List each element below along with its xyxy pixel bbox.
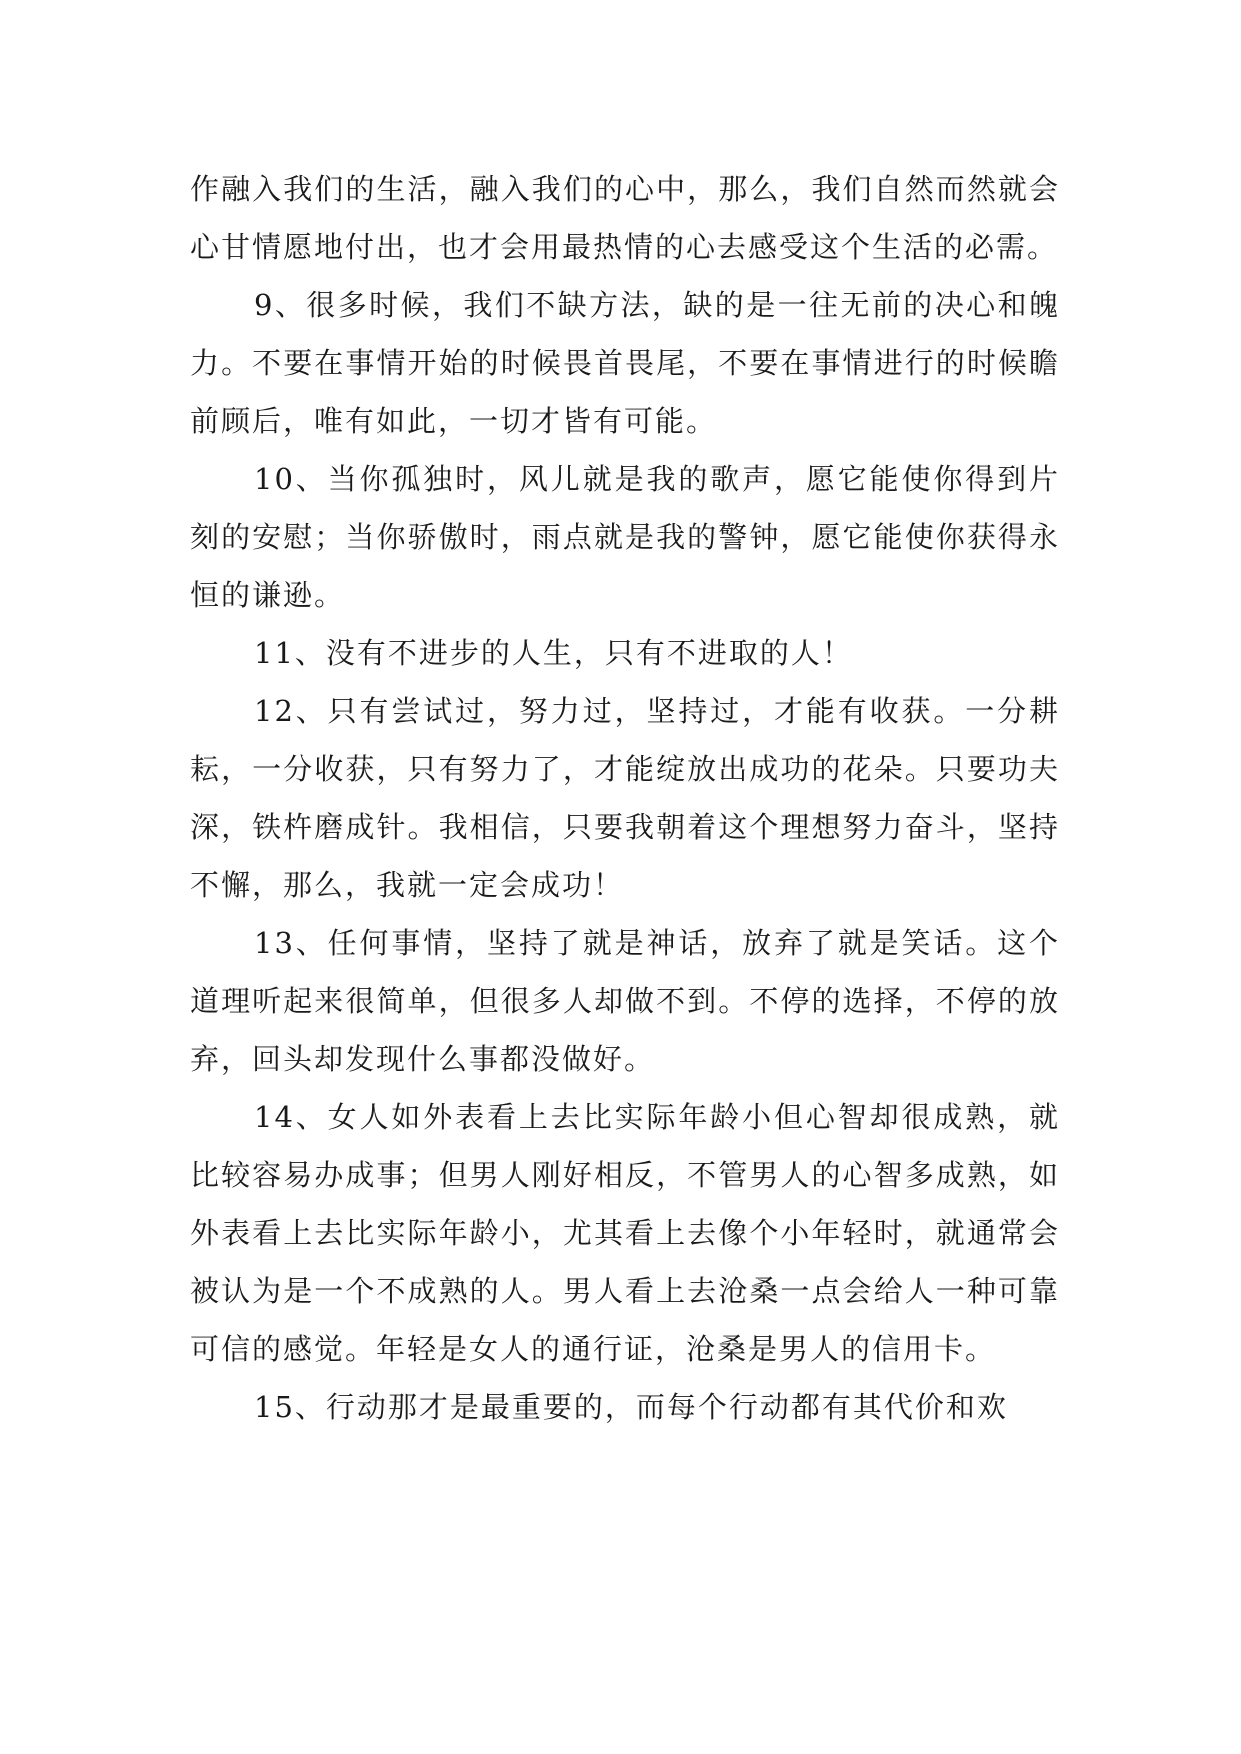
paragraph-item-10: 10、当你孤独时，风儿就是我的歌声，愿它能使你得到片刻的安慰；当你骄傲时，雨点就是我的警钟，愿它能使你获得永恒的谦逊。 <box>190 462 1060 612</box>
body-text <box>190 160 1060 1436</box>
paragraph-item-9: 9、很多时候，我们不缺方法，缺的是一往无前的决心和魄力。不要在事情开始的时候畏首畏尾，不要在事情进行的时候瞻前顾后，唯有如此，一切才皆有可能。 <box>190 288 1060 438</box>
paragraph-item-12: 12、只有尝试过，努力过，坚持过，才能有收获。一分耕耘，一分收获，只有努力了，才能绽放出成功的花朵。只要功夫深，铁杵磨成针。我相信，只要我朝着这个理想努力奋斗，坚持不懈，那么，我就一定会成功！ <box>190 694 1060 902</box>
paragraph-item-14: 14、女人如外表看上去比实际年龄小但心智却很成熟，就比较容易办成事；但男人刚好相反，不管男人的心智多成熟，如外表看上去比实际年龄小，尤其看上去像个小年轻时，就通常会被认为是一个不成熟的人。男人看上去沧桑一点会给人一种可靠可信的感觉。年轻是女人的通行证，沧桑是男人的信用卡。 <box>190 1100 1060 1366</box>
paragraph-item-13: 13、任何事情，坚持了就是神话，放弃了就是笑话。这个道理听起来很简单，但很多人却做不到。不停的选择，不停的放弃，回头却发现什么事都没做好。 <box>190 926 1060 1076</box>
paragraph-item-11: 11、没有不进步的人生，只有不进取的人！ <box>254 636 853 670</box>
paragraph-item-15: 15、行动那才是最重要的，而每个行动都有其代价和欢 <box>254 1390 1008 1424</box>
paragraph-continued: 作融入我们的生活，融入我们的心中，那么，我们自然而然就会心甘情愿地付出，也才会用最热情的心去感受这个生活的必需。 <box>190 172 1060 264</box>
